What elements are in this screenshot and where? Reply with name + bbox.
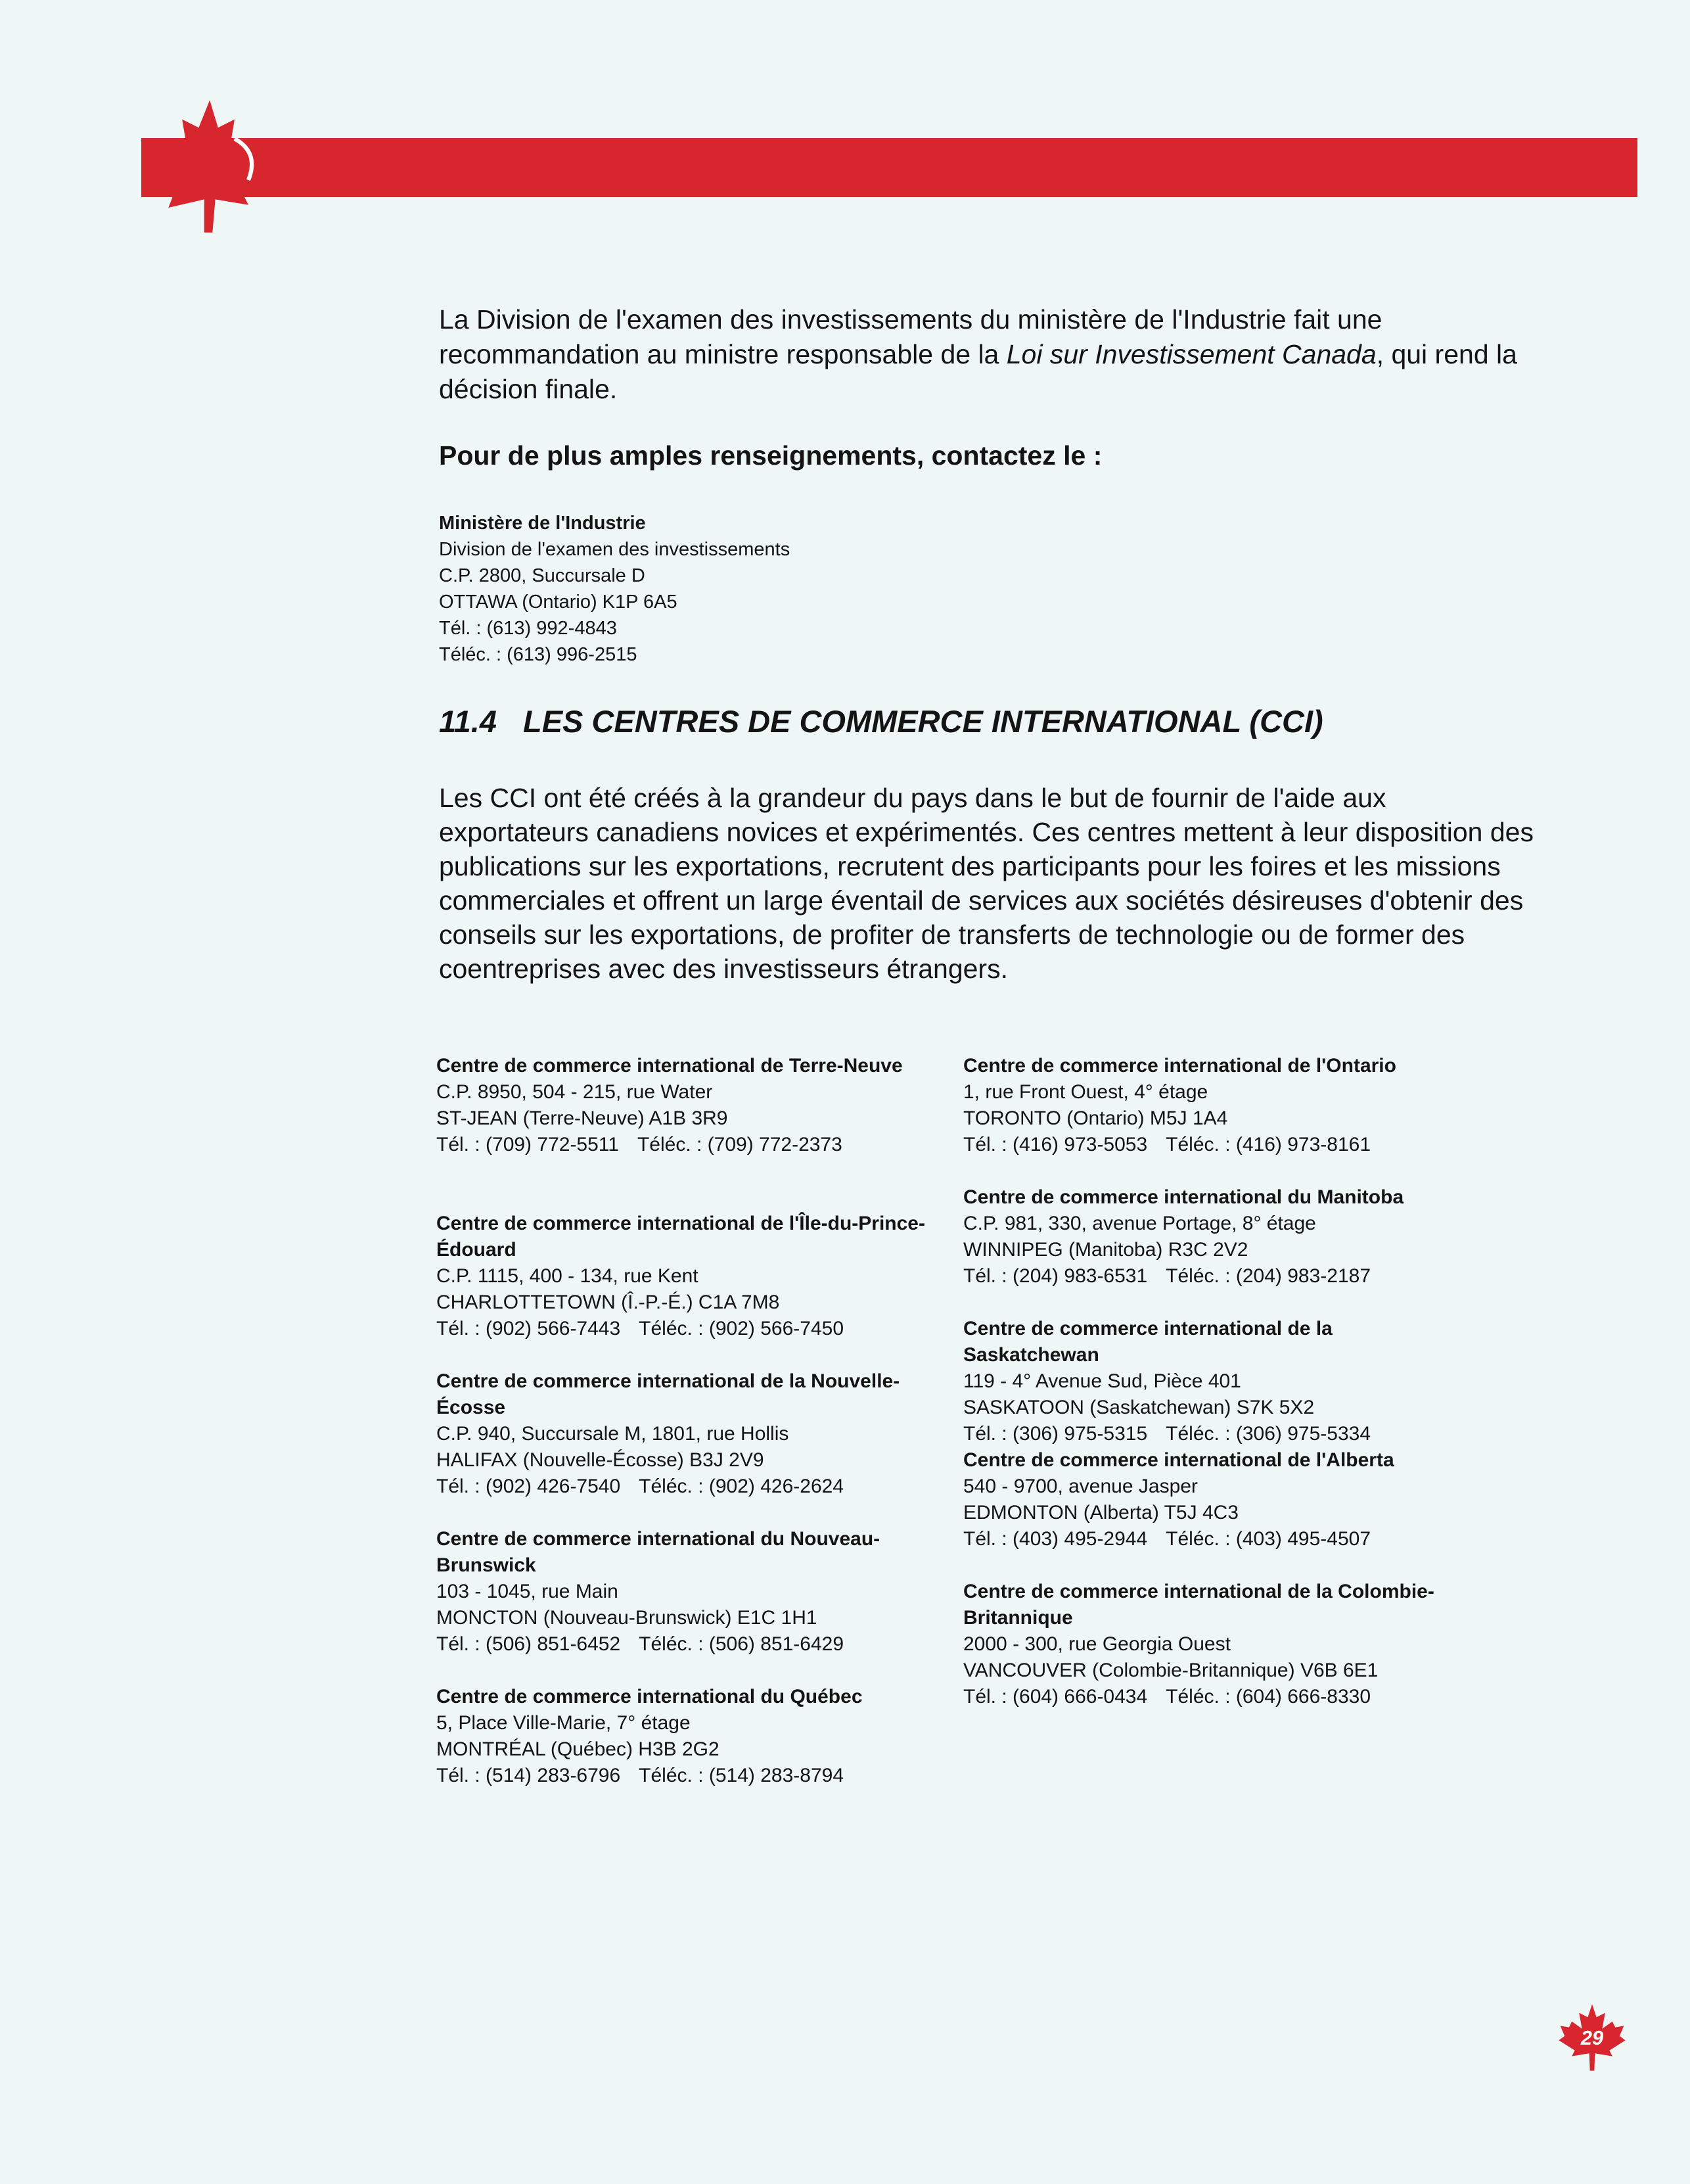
centre-fax: Téléc. : (416) 973-8161 <box>1166 1134 1371 1155</box>
section-paragraph: Les CCI ont été créés à la grandeur du pays dans le but de fournir de l'aide aux exportateurs canadiens novices et expérimentés. Ces centres mettent à leur disposition des publications sur les exportations, recrutent des participants pour les foires et les missions commerciales et offrent un large éventail de services aux sociétés désireuses d'obtenir des conseils sur les exportations, de profiter de transferts de technologie ou de former des coentreprises avec des investisseurs étrangers. <box>439 783 1534 984</box>
centre-name: Centre de commerce international de la Saskatchewan <box>963 1318 1333 1366</box>
page-number: 29 <box>1580 2026 1604 2049</box>
centre-fax: Téléc. : (604) 666-8330 <box>1166 1686 1371 1708</box>
centre-address-line: TORONTO (Ontario) M5J 1A4 <box>963 1107 1228 1129</box>
centre-phone-line <box>436 1316 936 1342</box>
centre-address-line: 103 - 1045, rue Main <box>436 1581 618 1602</box>
centre-address-line: MONTRÉAL (Québec) H3B 2G2 <box>436 1738 719 1760</box>
centre-address-line: 5, Place Ville-Marie, 7° étage <box>436 1712 691 1734</box>
ministry-line: C.P. 2800, Succursale D <box>439 565 645 586</box>
centre-tel: Tél. : (902) 566-7443 <box>436 1318 621 1339</box>
section-number: 11.4 <box>439 704 497 739</box>
centre-fax: Téléc. : (514) 283-8794 <box>639 1765 844 1786</box>
centre-tel: Tél. : (709) 772-5511 <box>436 1134 619 1155</box>
centre-phone-line <box>963 1421 1463 1447</box>
centre-tel: Tél. : (306) 975-5315 <box>963 1423 1148 1445</box>
ministry-line: Téléc. : (613) 996-2515 <box>439 644 637 665</box>
centre-fax: Téléc. : (204) 983-2187 <box>1166 1265 1371 1287</box>
header-red-banner <box>141 138 1637 197</box>
centre-phone-line <box>963 1684 1463 1710</box>
centre-entry <box>963 1184 1404 1289</box>
centre-fax: Téléc. : (403) 495-4507 <box>1166 1528 1371 1550</box>
centre-entry <box>963 1579 1463 1710</box>
centre-fax: Téléc. : (902) 566-7450 <box>639 1318 844 1339</box>
centre-entry <box>963 1053 1396 1158</box>
centre-name: Centre de commerce international du Québec <box>436 1686 863 1708</box>
centre-fax: Téléc. : (709) 772-2373 <box>637 1134 842 1155</box>
centre-entry <box>963 1316 1463 1447</box>
law-title: Loi sur Investissement Canada <box>1006 339 1377 369</box>
section-heading <box>439 703 1323 739</box>
maple-leaf-icon <box>138 97 276 235</box>
centre-phone-line <box>436 1474 936 1500</box>
centre-address-line: EDMONTON (Alberta) T5J 4C3 <box>963 1502 1239 1523</box>
centre-phone-line <box>963 1263 1404 1289</box>
centre-name: Centre de commerce international de la Colombie-Britannique <box>963 1581 1434 1629</box>
centre-phone-line <box>963 1526 1394 1552</box>
ministry-name: Ministère de l'Industrie <box>439 513 646 534</box>
centre-address-line: 119 - 4° Avenue Sud, Pièce 401 <box>963 1370 1241 1392</box>
centre-tel: Tél. : (204) 983-6531 <box>963 1265 1148 1287</box>
centre-tel: Tél. : (514) 283-6796 <box>436 1765 621 1786</box>
section-title: LES CENTRES DE COMMERCE INTERNATIONAL (CCI) <box>523 704 1323 739</box>
centre-fax: Téléc. : (902) 426-2624 <box>639 1475 844 1497</box>
centre-address-line: C.P. 981, 330, avenue Portage, 8° étage <box>963 1213 1316 1234</box>
centre-entry <box>436 1368 936 1500</box>
centre-address-line: 540 - 9700, avenue Jasper <box>963 1475 1198 1497</box>
intro-paragraph <box>439 302 1543 407</box>
centre-address-line: HALIFAX (Nouvelle-Écosse) B3J 2V9 <box>436 1449 764 1471</box>
centre-address-line: C.P. 8950, 504 - 215, rue Water <box>436 1081 713 1103</box>
centre-tel: Tél. : (416) 973-5053 <box>963 1134 1148 1155</box>
centre-address-line: VANCOUVER (Colombie-Britannique) V6B 6E1 <box>963 1660 1379 1681</box>
centre-name: Centre de commerce international de la Nouvelle-Écosse <box>436 1370 900 1418</box>
centre-address-line: 2000 - 300, rue Georgia Ouest <box>963 1633 1231 1655</box>
centre-entry <box>436 1526 936 1658</box>
centre-tel: Tél. : (902) 426-7540 <box>436 1475 621 1497</box>
centre-address-line: ST-JEAN (Terre-Neuve) A1B 3R9 <box>436 1107 728 1129</box>
centre-address-line: SASKATOON (Saskatchewan) S7K 5X2 <box>963 1397 1315 1418</box>
centre-name: Centre de commerce international du Manitoba <box>963 1186 1404 1208</box>
centre-address-line: CHARLOTTETOWN (Î.-P.-É.) C1A 7M8 <box>436 1291 780 1313</box>
centre-entry <box>436 1211 936 1342</box>
centre-phone-line <box>436 1631 936 1658</box>
centre-address-line: C.P. 1115, 400 - 134, rue Kent <box>436 1265 698 1287</box>
centre-fax: Téléc. : (306) 975-5334 <box>1166 1423 1371 1445</box>
ministry-line: Tél. : (613) 992-4843 <box>439 618 617 639</box>
centre-tel: Tél. : (506) 851-6452 <box>436 1633 621 1655</box>
centre-address-line: MONCTON (Nouveau-Brunswick) E1C 1H1 <box>436 1607 817 1629</box>
centre-address-line: 1, rue Front Ouest, 4° étage <box>963 1081 1208 1103</box>
intro-text: La Division de l'examen des investissements du ministère de l'Industrie fait une recommandation au ministre responsable de la <box>439 304 1382 369</box>
intro-text-end: , qui rend la décision finale. <box>439 339 1517 404</box>
ministry-line: Division de l'examen des investissements <box>439 539 790 560</box>
centre-name: Centre de commerce international de Terre-Neuve <box>436 1055 903 1077</box>
centre-entry <box>963 1447 1394 1552</box>
centre-name: Centre de commerce international de l'Alberta <box>963 1449 1394 1471</box>
ministry-address <box>439 510 790 668</box>
centre-fax: Téléc. : (506) 851-6429 <box>639 1633 844 1655</box>
centre-phone-line <box>436 1763 863 1789</box>
ministry-line: OTTAWA (Ontario) K1P 6A5 <box>439 592 677 613</box>
centre-entry <box>436 1684 863 1789</box>
page-number-maple-leaf-icon <box>1556 2001 1628 2074</box>
centre-tel: Tél. : (403) 495-2944 <box>963 1528 1148 1550</box>
centre-tel: Tél. : (604) 666-0434 <box>963 1686 1148 1708</box>
centre-phone-line <box>436 1132 903 1158</box>
contact-heading: Pour de plus amples renseignements, contactez le : <box>439 440 1103 471</box>
centre-entry <box>436 1053 903 1158</box>
centre-name: Centre de commerce international de l'Ontario <box>963 1055 1396 1077</box>
centre-address-line: WINNIPEG (Manitoba) R3C 2V2 <box>963 1239 1248 1261</box>
centre-name: Centre de commerce international de l'Île-du-Prince-Édouard <box>436 1213 925 1261</box>
centre-address-line: C.P. 940, Succursale M, 1801, rue Hollis <box>436 1423 789 1445</box>
centre-phone-line <box>963 1132 1396 1158</box>
centre-name: Centre de commerce international du Nouveau-Brunswick <box>436 1528 880 1576</box>
